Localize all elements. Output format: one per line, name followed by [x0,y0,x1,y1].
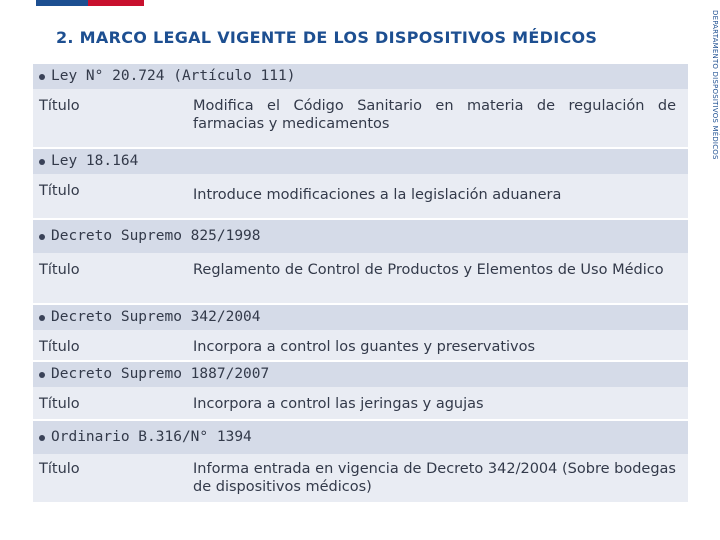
side-band [704,0,720,540]
title-row-ds-1887-2007 [33,387,688,419]
title-description: Reglamento de Control de Productos y Elementos de Uso Médico [193,262,664,278]
legal-framework-table [33,64,688,502]
title-row-ordinario-b316 [33,454,688,502]
title-row-ds-825-1998 [33,253,688,303]
law-name: Decreto Supremo 1887/2007 [51,366,270,382]
title-row-ds-342-2004 [33,330,688,360]
title-row-ley-18164 [33,174,688,218]
title-label: Título [39,396,80,412]
law-row-ley-20724 [33,64,688,89]
law-name: Ley 18.164 [51,153,139,169]
law-name: Decreto Supremo 342/2004 [51,309,261,325]
title-description: Informa entrada en vigencia de Decreto 342/2004 (Sobre bodegas de dispositivos médicos) [193,461,676,495]
bullet-icon [39,74,45,80]
law-row-ley-18164 [33,149,688,174]
bullet-icon [39,372,45,378]
bullet-icon [39,435,45,441]
title-description: Introduce modificaciones a la legislación aduanera [193,187,562,203]
slide-title: 2. MARCO LEGAL VIGENTE DE LOS DISPOSITIVOS MÉDICOS [56,28,598,47]
brand-bar-red [88,0,144,6]
title-label: Título [39,461,80,477]
title-row-ley-20724 [33,89,688,147]
law-row-ds-342-2004 [33,305,688,330]
law-row-ds-1887-2007 [33,362,688,387]
department-label: DEPARTAMENTO DISPOSITIVOS MÉDICOS [711,10,719,160]
bullet-icon [39,234,45,240]
bullet-icon [39,315,45,321]
title-description: Incorpora a control las jeringas y agujas [193,396,484,412]
title-description: Incorpora a control los guantes y preservativos [193,339,536,355]
law-name: Decreto Supremo 825/1998 [51,228,261,244]
title-description: Modifica el Código Sanitario en materia de regulación de farmacias y medicamentos [193,98,676,132]
brand-bar-blue [36,0,88,6]
title-label: Título [39,183,80,199]
title-label: Título [39,98,80,114]
law-row-ds-825-1998 [33,220,688,253]
bullet-icon [39,159,45,165]
law-name: Ley N° 20.724 (Artículo 111) [51,68,296,84]
law-row-ordinario-b316 [33,421,688,454]
title-label: Título [39,339,80,355]
law-name: Ordinario B.316/N° 1394 [51,429,252,445]
title-label: Título [39,262,80,278]
